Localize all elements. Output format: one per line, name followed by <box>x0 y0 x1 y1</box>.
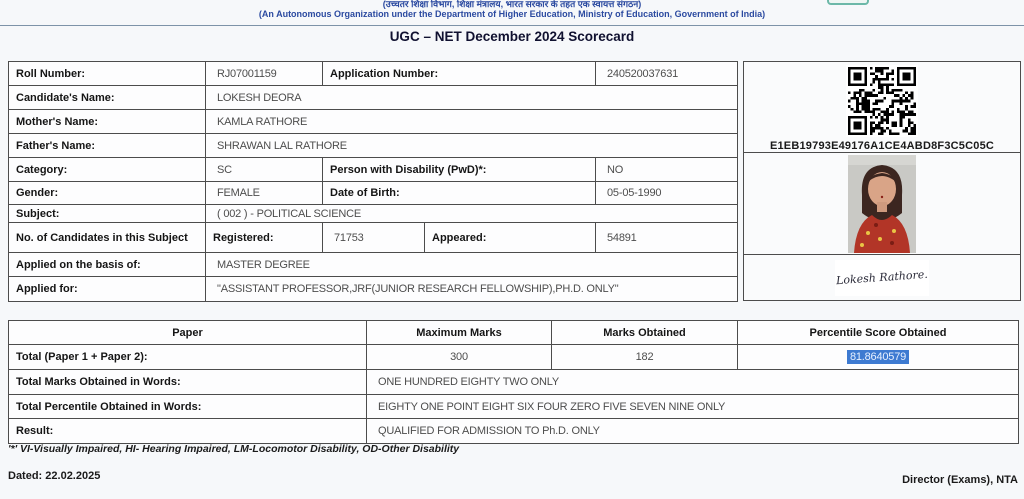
table-row <box>9 182 738 205</box>
qr-code <box>846 65 918 137</box>
signatory-text: Director (Exams), NTA <box>902 474 1018 486</box>
category-label: Category: <box>9 158 206 182</box>
col-paper: Paper <box>9 321 367 345</box>
applied-basis-value: MASTER DEGREE <box>206 253 738 277</box>
subject-label: Subject: <box>9 205 206 223</box>
percentile-words-value: EIGHTY ONE POINT EIGHT SIX FOUR ZERO FIVE SEVEN NINE ONLY <box>367 395 1019 419</box>
candidate-photo <box>744 153 1020 255</box>
table-row <box>9 158 738 182</box>
applied-for-label: Applied for: <box>9 277 206 302</box>
candidate-photo-image <box>848 155 916 253</box>
father-name-value: SHRAWAN LAL RATHORE <box>206 134 738 158</box>
father-name-label: Father's Name: <box>9 134 206 158</box>
marks-words-value: ONE HUNDRED EIGHTY TWO ONLY <box>367 370 1019 395</box>
applied-for-value: "ASSISTANT PROFESSOR,JRF(JUNIOR RESEARCH FELLOWSHIP),PH.D. ONLY" <box>206 277 738 302</box>
verification-panel <box>743 61 1021 301</box>
col-marks-obtained: Marks Obtained <box>552 321 738 345</box>
signature-box <box>835 260 929 296</box>
registered-label: Registered: <box>206 223 323 253</box>
registered-value: 71753 <box>323 223 425 253</box>
candidate-name-label: Candidate's Name: <box>9 86 206 110</box>
roll-number-label: Roll Number: <box>9 62 206 86</box>
table-row <box>9 205 738 223</box>
percentile-value-cell <box>738 345 1019 370</box>
result-value: QUALIFIED FOR ADMISSION TO Ph.D. ONLY <box>367 419 1019 444</box>
score-header-row <box>9 321 1019 345</box>
partial-button[interactable] <box>827 0 869 5</box>
table-row <box>9 86 738 110</box>
gender-value: FEMALE <box>206 182 323 205</box>
gender-label: Gender: <box>9 182 206 205</box>
marks-obtained-value: 182 <box>552 345 738 370</box>
signature-section <box>744 255 1020 300</box>
marks-words-label: Total Marks Obtained in Words: <box>9 370 367 395</box>
appeared-value: 54891 <box>596 223 738 253</box>
table-row <box>9 223 738 253</box>
percentile-value: 81.8640579 <box>847 350 909 364</box>
dob-value: 05-05-1990 <box>596 182 738 205</box>
candidate-signature: Lokesh Rathore. <box>835 267 929 288</box>
table-row <box>9 62 738 86</box>
dated-text: Dated: 22.02.2025 <box>8 470 101 482</box>
maximum-marks-value: 300 <box>367 345 552 370</box>
table-row <box>9 345 1019 370</box>
header-divider <box>0 25 1024 26</box>
org-name-english: (An Autonomous Organization under the Department of Higher Education, Ministry of Education, Government of India) <box>258 9 766 19</box>
table-row <box>9 110 738 134</box>
total-row-label: Total (Paper 1 + Paper 2): <box>9 345 367 370</box>
result-label: Result: <box>9 419 367 444</box>
dob-label: Date of Birth: <box>323 182 596 205</box>
score-table <box>8 320 1019 444</box>
pwd-value: NO <box>596 158 738 182</box>
percentile-words-label: Total Percentile Obtained in Words: <box>9 395 367 419</box>
table-row <box>9 370 1019 395</box>
application-number-label: Application Number: <box>323 62 596 86</box>
candidate-name-value: LOKESH DEORA <box>206 86 738 110</box>
applied-basis-label: Applied on the basis of: <box>9 253 206 277</box>
org-name-hindi: (उच्चतर शिक्षा विभाग, शिक्षा मंत्रालय, भारत सरकार के तहत एक स्वायत्त संगठन) <box>382 0 642 9</box>
col-percentile: Percentile Score Obtained <box>738 321 1019 345</box>
candidates-count-label: No. of Candidates in this Subject <box>9 223 206 253</box>
roll-number-value: RJ07001159 <box>206 62 323 86</box>
page-title: UGC – NET December 2024 Scorecard <box>389 29 635 44</box>
category-value: SC <box>206 158 323 182</box>
mother-name-label: Mother's Name: <box>9 110 206 134</box>
candidate-info-table <box>8 61 738 302</box>
verification-hash: E1EB19793E49176A1CE4ABD8F3C5C05C <box>769 140 995 152</box>
table-row <box>9 395 1019 419</box>
subject-value: ( 002 ) - POLITICAL SCIENCE <box>206 205 738 223</box>
table-row <box>9 419 1019 444</box>
table-row <box>9 134 738 158</box>
table-row <box>9 277 738 302</box>
disability-footnote: '*' VI-Visually Impaired, HI- Hearing Impaired, LM-Locomotor Disability, OD-Other Disability <box>8 443 460 455</box>
mother-name-value: KAMLA RATHORE <box>206 110 738 134</box>
pwd-label: Person with Disability (PwD)*: <box>323 158 596 182</box>
qr-section <box>744 62 1020 153</box>
col-maximum-marks: Maximum Marks <box>367 321 552 345</box>
appeared-label: Appeared: <box>425 223 596 253</box>
table-row <box>9 253 738 277</box>
application-number-value: 240520037631 <box>596 62 738 86</box>
